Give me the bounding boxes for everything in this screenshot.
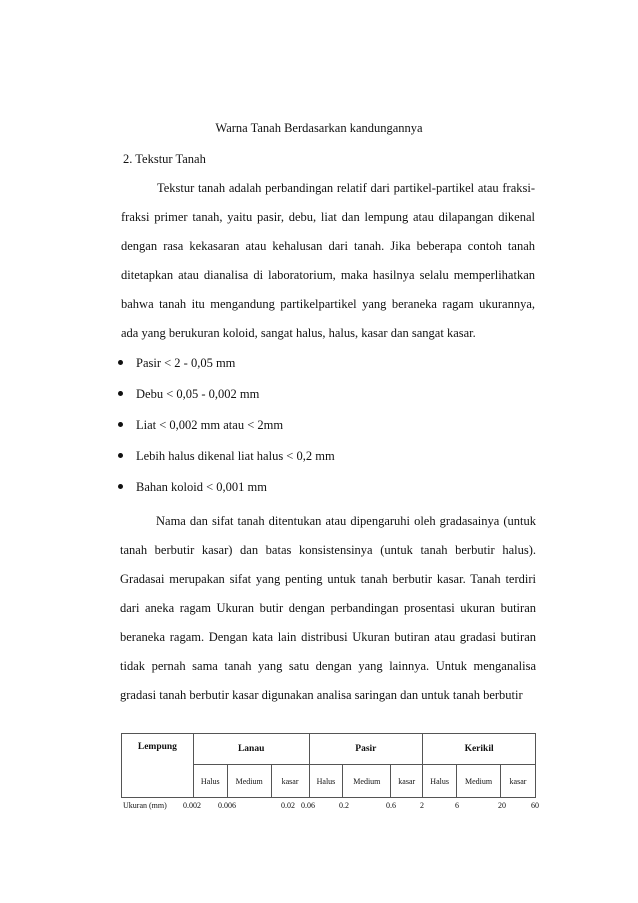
size-scale-row	[121, 801, 541, 813]
list-item: Bahan koloid < 0,001 mm	[110, 479, 335, 510]
sub-kasar: kasar	[271, 765, 309, 798]
scale-value: 6	[455, 801, 459, 810]
scale-value: 0.2	[339, 801, 349, 810]
scale-value: 0.006	[218, 801, 236, 810]
sub-halus: Halus	[423, 765, 457, 798]
scale-value: 60	[531, 801, 539, 810]
list-item: Lebih halus dikenal liat halus < 0,2 mm	[110, 448, 335, 479]
scale-value: 2	[420, 801, 424, 810]
particle-size-list	[110, 355, 335, 510]
paragraph-gradation	[120, 507, 536, 710]
sub-halus: Halus	[193, 765, 227, 798]
list-item: Pasir < 2 - 0,05 mm	[110, 355, 335, 386]
scale-value: 0.06	[301, 801, 315, 810]
group-kerikil: Kerikil	[423, 734, 536, 765]
list-item: Debu < 0,05 - 0,002 mm	[110, 386, 335, 417]
grain-size-table	[121, 733, 536, 798]
sub-kasar: kasar	[501, 765, 536, 798]
paragraph-texture-text: Tekstur tanah adalah perbandingan relatif dari partikel-partikel atau fraksi-fraksi primer tanah, yaitu pasir, debu, liat dan lempung atau dilapangan dikenal dengan rasa kekasaran atau kehalusan dari tanah. Jika beberapa contoh tanah ditetapkan atau dianalisa di laboratorium, maka hasilnya selalu memperlihatkan bahwa tanah itu mengandung partikelpartikel yang beraneka ragam ukurannya, ada yang berukuran koloid, sangat halus, halus, kasar dan sangat kasar.	[121, 181, 535, 340]
scale-label: Ukuran (mm)	[123, 801, 167, 810]
sub-medium: Medium	[227, 765, 271, 798]
group-lempung: Lempung	[122, 734, 194, 798]
section-heading: 2. Tekstur Tanah	[123, 152, 206, 166]
scale-value: 0.6	[386, 801, 396, 810]
scale-value: 20	[498, 801, 506, 810]
paragraph-texture	[121, 174, 535, 348]
sub-kasar: kasar	[391, 765, 423, 798]
sub-halus: Halus	[309, 765, 343, 798]
sub-medium: Medium	[457, 765, 501, 798]
group-lanau: Lanau	[193, 734, 309, 765]
group-pasir: Pasir	[309, 734, 423, 765]
sub-medium: Medium	[343, 765, 391, 798]
figure-caption: Warna Tanah Berdasarkan kandungannya	[215, 121, 423, 135]
scale-value: 0.02	[281, 801, 295, 810]
scale-value: 0.002	[183, 801, 201, 810]
list-item: Liat < 0,002 mm atau < 2mm	[110, 417, 335, 448]
paragraph-gradation-text: Nama dan sifat tanah ditentukan atau dipengaruhi oleh gradasainya (untuk tanah berbutir kasar) dan batas konsistensinya (untuk tanah berbutir halus). Gradasai merupakan sifat yang penting untuk tanah berbutir kasar. Tanah terdiri dari aneka ragam Ukuran butir dengan perbandingan prosentasi ukuran butiran beraneka ragam. Dengan kata lain distribusi Ukuran butiran atau gradasi butiran tidak pernah sama tanah yang satu dengan yang lainnya. Untuk menganalisa gradasi tanah berbutir kasar digunakan analisa saringan dan untuk tanah berbutir	[120, 514, 536, 702]
